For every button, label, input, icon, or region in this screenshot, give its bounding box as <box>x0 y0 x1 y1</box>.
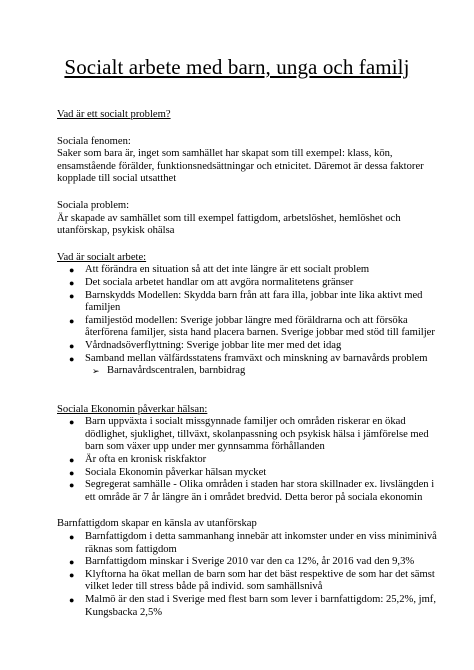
paragraph: Är skapade av samhället som till exempel fattigdom, arbetslöshet, hemlöshet och utanförskap, psykisk ohälsa <box>57 212 401 237</box>
bullet-icon: ● <box>69 480 75 491</box>
list-item: ● Klyftorna ha ökat mellan de barn som har det bäst respektive de som har det sämst vilket leder till stress både på individ. som samhällsnivå <box>69 568 435 593</box>
list-item: ● Barnfattigdom minskar i Sverige 2010 var den ca 12%, år 2016 vad den 9,3% <box>69 556 415 568</box>
list-item: ● familjestöd modellen: Sverige jobbar längre med föräldrarna och att försöka återförena familjer, sista hand placera barnen. Sverige jobbar med stöd till familjer <box>69 314 435 339</box>
list-item: ● Sociala Ekonomin påverkar hälsan mycket <box>69 466 267 478</box>
bullet-list <box>57 416 437 504</box>
section-label: Sociala fenomen: <box>57 135 131 147</box>
document-body <box>57 109 437 619</box>
sub-list-item: ➢ Barnavårdscentralen, barnbidrag <box>92 365 246 377</box>
bullet-icon: ● <box>69 277 75 288</box>
bullet-icon: ● <box>69 353 75 364</box>
bullet-icon: ● <box>69 417 75 428</box>
section-label: Sociala problem: <box>57 199 130 211</box>
list-item: ● Barnfattigdom i detta sammanhang innebär att inkomster under en viss miniminivå räknas som fattigdom <box>69 531 437 555</box>
bullet-icon: ● <box>69 569 75 580</box>
bullet-icon: ● <box>69 557 75 568</box>
list-item: ● Vårdnadsöverflyttning: Sverige jobbar lite mer med det idag <box>69 339 342 351</box>
bullet-icon: ● <box>69 455 75 466</box>
document-title: Socialt arbete med barn, unga och familj <box>64 55 410 79</box>
list-item: ● Malmö är den stad i Sverige med flest barn som lever i barnfattigdom: 25,2%, jmf, Kungsbacka 2,5% <box>69 594 436 618</box>
paragraph: Saker som bara är, inget som samhället har skapat som till exempel: klass, kön, ensamstående förälder, funktionsnedsättningar och etnicitet. Däremot är dessa faktorer kopplade till social utsatthet <box>57 148 424 185</box>
list-item: ● Att förändra en situation så att det inte längre är ett socialt problem <box>69 264 370 276</box>
list-item: ● Barn uppväxta i socialt missgynnade familjer och områden riskerar en ökad dödlighet, sjuklighet, tillväxt, skolanpassning och psykisk hälsa i jämförelse med barn som växer upp under mer gynnsamma förhållanden <box>69 416 429 453</box>
section-heading: Vad är ett socialt problem? <box>57 109 171 120</box>
list-item: ● Segregerat samhälle - Olika områden i staden har stora skillnader ex. livslängden i ett område är 7 år längre än i området bredvid. Detta beror på sociala ekonomin <box>69 479 435 503</box>
section-heading: Sociala Ekonomin påverkar hälsan: <box>57 403 208 415</box>
list-item: ● Barnskydds Modellen: Skydda barn från att fara illa, jobbar inte lika aktivt med familjen <box>69 289 423 314</box>
bullet-icon: ● <box>69 532 75 543</box>
bullet-list <box>57 531 437 619</box>
bullet-list <box>57 264 437 377</box>
list-item: ● Samband mellan välfärdsstatens framväxt och minskning av barnavårds problem <box>69 352 428 364</box>
arrow-bullet-icon: ➢ <box>92 366 100 377</box>
section-label: Barnfattigdom skapar en känsla av utanförskap <box>57 518 257 530</box>
section-heading: Vad är socialt arbete: <box>57 251 147 263</box>
bullet-icon: ● <box>69 340 75 351</box>
bullet-icon: ● <box>69 315 75 326</box>
bullet-icon: ● <box>69 265 75 276</box>
list-item: ● Det sociala arbetet handlar om att avgöra normalitetens gränser <box>69 276 354 288</box>
list-item: ● Är ofta en kronisk riskfaktor <box>69 454 207 466</box>
bullet-icon: ● <box>69 595 75 605</box>
bullet-icon: ● <box>69 467 75 478</box>
bullet-icon: ● <box>69 290 75 301</box>
